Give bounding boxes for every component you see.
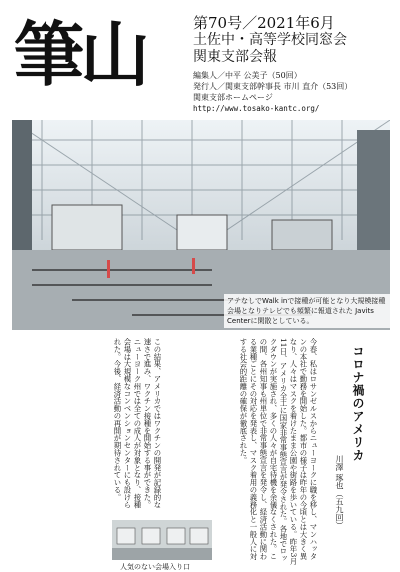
article-author: 川澤 琢也（五九回） xyxy=(335,455,344,530)
editor-line xyxy=(193,70,393,81)
editor-label: 編集人／ xyxy=(193,71,225,80)
branch-name: 関東支部会報 xyxy=(193,49,277,65)
publisher-line xyxy=(193,81,393,92)
article-title: コロナ禍のアメリカ xyxy=(351,345,365,462)
publisher-name: 関東支部幹事長 市川 直介（53回） xyxy=(225,82,353,91)
editor-name: 中平 公美子（50回） xyxy=(225,71,302,80)
publisher-label: 発行人／ xyxy=(193,82,225,91)
small-photo xyxy=(112,520,212,560)
homepage-label: 関東支部ホームページ xyxy=(193,93,273,102)
small-photo-caption: 人気のない会場入り口 xyxy=(120,563,190,571)
article-body-right: 今春、私はロサンゼルスからニューヨークに職を移し、マンハッタンの本社で勤務を開始した。都市の様子は昨年の今頃とは大きく異なり、人々はマスクを着けたまま公園や街路を歩いている。昨年3月11日、アメリカ全土に国家非常事態宣言が発令された。各地でロックダウンが実施され、多くの人々が自宅待機を余儀なくされた。この間、各州知事も州単位で非常事態宣言を発令し、経済活動に関わる業種ごとにその対応を発表し、マスク着用の義務化と一般人に対する社会的距離の確保が徹底された。 xyxy=(239,338,318,565)
issue-number-date: 第70号／2021年6月 xyxy=(193,14,335,32)
article-body-left: この結果、アメリカではワクチンの開発が記録的な速さで進み、ワクチン接種を開始する事ができた。ニューヨーク州では全ての成人が対象となり、接種会場は大規模なコンベンションセンターにも設けられた。今後、経済活動の再開が期待されている。 xyxy=(113,338,162,509)
masthead-title: 筆山 xyxy=(14,13,146,96)
main-photo-caption: アテなしでWalk inで接種が可能となり大規模接種会場となりテレビでも頻繁に報道された Javits Centerに閑散としている。 xyxy=(224,294,390,328)
issue-info xyxy=(193,14,393,114)
homepage-url[interactable]: http://www.tosako-kantc.org/ xyxy=(193,104,320,113)
empty-entrance-illustration xyxy=(112,520,212,560)
school-name: 土佐中・高等学校同窓会 xyxy=(193,32,347,48)
